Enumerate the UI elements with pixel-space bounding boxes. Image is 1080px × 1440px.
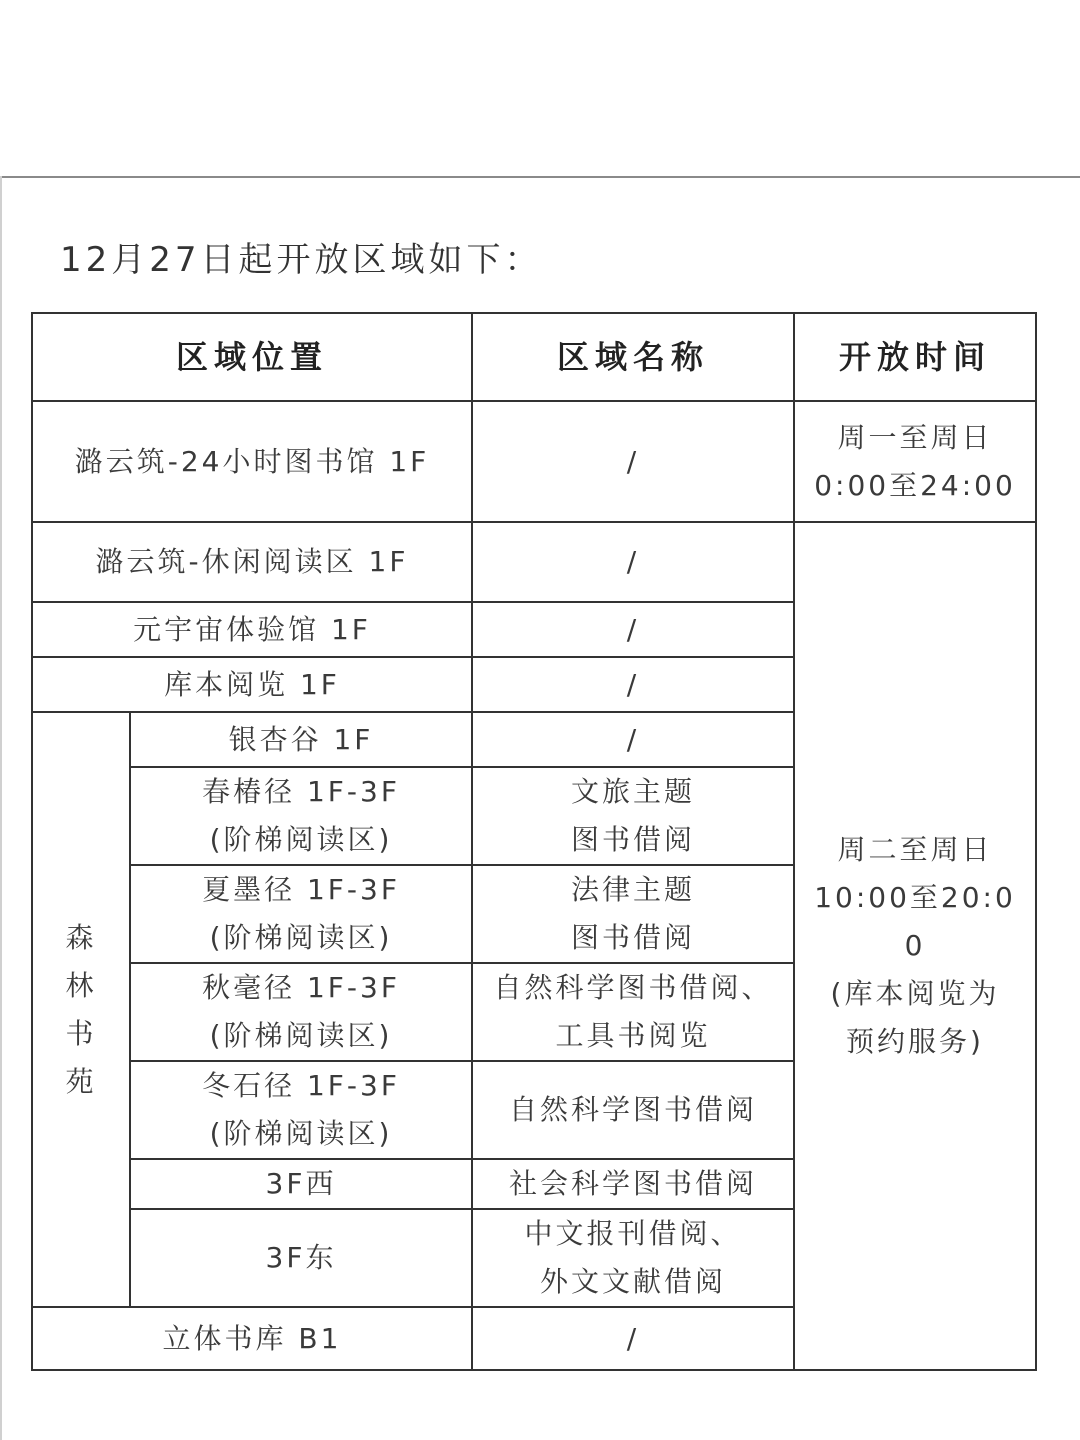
area-name-line: 文旅主题 xyxy=(571,775,696,808)
hours-note-line1: (库本阅览为 xyxy=(830,977,1000,1010)
location-line: 春椿径 1F-3F xyxy=(202,775,400,808)
area-name-line: 法律主题 xyxy=(571,873,696,906)
location-sub-line: (阶梯阅读区) xyxy=(209,1019,393,1052)
location-cell: 立体书库 B1 xyxy=(32,1307,472,1370)
location-cell xyxy=(130,1061,472,1159)
area-name-cell: / xyxy=(472,657,794,712)
area-name-cell: / xyxy=(472,602,794,657)
header-name: 区域名称 xyxy=(472,313,794,401)
open-areas-table xyxy=(31,312,1037,1371)
area-name-cell: / xyxy=(472,401,794,522)
hours-time-wrap: 0 xyxy=(904,929,926,962)
area-name-cell: 自然科学图书借阅 xyxy=(472,1061,794,1159)
area-name-cell: / xyxy=(472,1307,794,1370)
location-cell xyxy=(130,767,472,865)
area-name-line: 自然科学图书借阅、 xyxy=(493,971,773,1004)
hours-time: 0:00至24:00 xyxy=(814,468,1016,502)
group-char: 森 xyxy=(65,920,97,954)
table-row xyxy=(32,522,1036,602)
area-name-cell: / xyxy=(472,522,794,602)
area-name-cell: 社会科学图书借阅 xyxy=(472,1159,794,1209)
hours-cell-second xyxy=(794,522,1036,1370)
area-name-cell xyxy=(472,767,794,865)
location-cell: 元宇宙体验馆 1F xyxy=(32,602,472,657)
location-sub-line: (阶梯阅读区) xyxy=(209,823,393,856)
group-char: 书 xyxy=(65,1016,97,1050)
location-sub-line: (阶梯阅读区) xyxy=(209,921,393,954)
area-name-cell xyxy=(472,865,794,963)
area-name-cell xyxy=(472,963,794,1061)
hours-note-line2: 预约服务) xyxy=(846,1025,984,1058)
intro-text: 12月27日起开放区域如下： xyxy=(60,240,543,280)
table-row xyxy=(32,401,1036,522)
top-blank-area xyxy=(0,0,1080,176)
location-cell xyxy=(130,963,472,1061)
location-cell xyxy=(130,865,472,963)
location-cell: 潞云筑-24小时图书馆 1F xyxy=(32,401,472,522)
location-line: 秋毫径 1F-3F xyxy=(202,971,400,1004)
hours-days: 周一至周日 xyxy=(837,420,993,454)
forest-group-cell xyxy=(32,712,130,1307)
area-name-line: 外文文献借阅 xyxy=(540,1265,727,1298)
area-name-line: 工具书阅览 xyxy=(555,1019,711,1052)
location-cell: 库本阅览 1F xyxy=(32,657,472,712)
header-location: 区域位置 xyxy=(32,313,472,401)
hours-time: 10:00至20:0 xyxy=(814,881,1016,914)
area-name-line: 图书借阅 xyxy=(571,921,696,954)
area-name-line: 图书借阅 xyxy=(571,823,696,856)
group-char: 苑 xyxy=(65,1064,97,1098)
location-cell: 潞云筑-休闲阅读区 1F xyxy=(32,522,472,602)
area-name-line: 中文报刊借阅、 xyxy=(524,1217,742,1250)
group-char: 林 xyxy=(65,968,97,1002)
card-left-border xyxy=(0,176,2,1440)
location-line: 冬石径 1F-3F xyxy=(202,1069,400,1102)
header-row xyxy=(32,313,1036,401)
card-top-border xyxy=(0,176,1080,178)
location-cell: 3F西 xyxy=(130,1159,472,1209)
location-cell: 银杏谷 1F xyxy=(130,712,472,767)
area-name-cell: / xyxy=(472,712,794,767)
hours-days: 周二至周日 xyxy=(837,833,993,866)
location-cell: 3F东 xyxy=(130,1209,472,1307)
area-name-cell xyxy=(472,1209,794,1307)
hours-cell-first xyxy=(794,401,1036,522)
location-line: 夏墨径 1F-3F xyxy=(202,873,400,906)
header-hours: 开放时间 xyxy=(794,313,1036,401)
location-sub-line: (阶梯阅读区) xyxy=(209,1117,393,1150)
